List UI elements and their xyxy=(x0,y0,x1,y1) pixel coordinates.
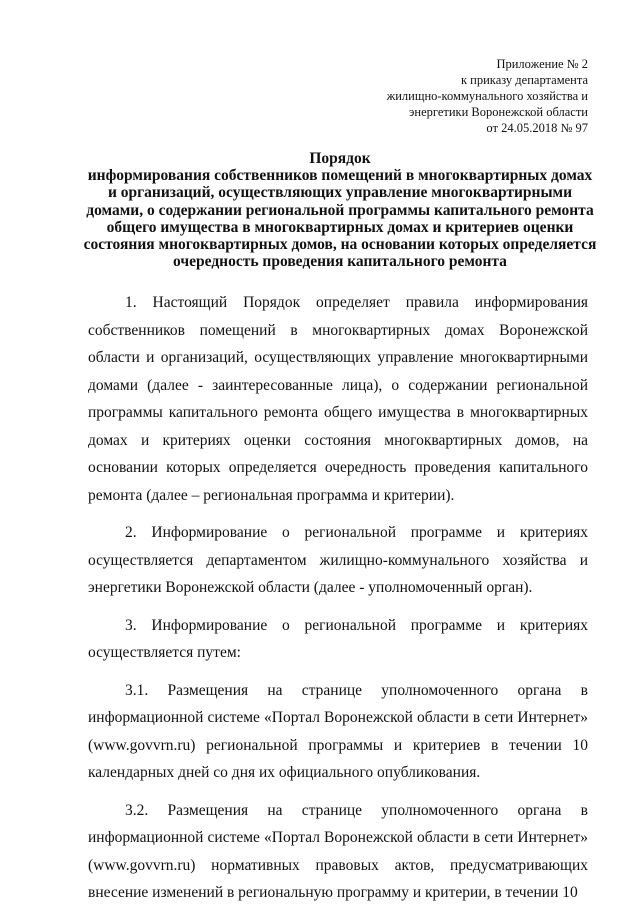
paragraph-1: 1. Настоящий Порядок определяет правила информирования собственников помещений в многоквартирных домах Воронежской области и организаций, осуществляющих управление многоквартирными домами (далее - заинтересованные лица), о содержании региональной программы капитального ремонта общего имущества в многоквартирных домах и критериях оценки состояния многоквартирных домов, на основании которых определяется очередность проведения капитального ремонта (далее – региональная программа и критерии). xyxy=(88,294,588,504)
title-line: домами, о содержании региональной программы капитального ремонта xyxy=(86,201,594,219)
appendix-line: к приказу департамента xyxy=(460,73,588,87)
paragraph-3: 3. Информирование о региональной программе и критериях осуществляется путем: xyxy=(88,616,588,661)
paragraph-3-1: 3.1. Размещения на странице уполномоченного органа в информационной системе «Портал Воронежской области в сети Интернет» (www.govvrn.ru) региональной программы и критериев в течении 10 календарных дней со дня их официального опубликования. xyxy=(88,681,588,781)
appendix-line: энергетики Воронежской области xyxy=(409,105,588,119)
title-line: состояния многоквартирных домов, на основании которых определяется xyxy=(83,236,597,254)
paragraph-2: 2. Информирование о региональной программе и критериях осуществляется департаментом жилищно-коммунального хозяйства и энергетики Воронежской области (далее - уполномоченный орган). xyxy=(88,524,588,596)
title-line: очередность проведения капитального ремонта xyxy=(173,253,507,271)
appendix-line: Приложение № 2 xyxy=(496,57,588,71)
document-body xyxy=(88,289,588,907)
appendix-header xyxy=(387,56,588,136)
appendix-line: жилищно-коммунального хозяйства и xyxy=(386,89,588,103)
appendix-date-line: от 24.05.2018 № 97 xyxy=(486,121,588,135)
paragraph-3-2: 3.2. Размещения на странице уполномоченного органа в информационной системе «Портал Воронежской области в сети Интернет» (www.govvrn.ru) нормативных правовых актов, предусматривающих внесение изменений в региональную программу и критерии, в течении 10 xyxy=(88,801,588,901)
title-line: общего имущества в многоквартирных домах и критериев оценки xyxy=(106,218,574,236)
document-title xyxy=(70,150,610,270)
title-line: и организаций, осуществляющих управление многоквартирными xyxy=(107,184,573,202)
title-line: информирования собственников помещений в многоквартирных домах xyxy=(87,167,593,185)
title-line: Порядок xyxy=(309,150,371,167)
